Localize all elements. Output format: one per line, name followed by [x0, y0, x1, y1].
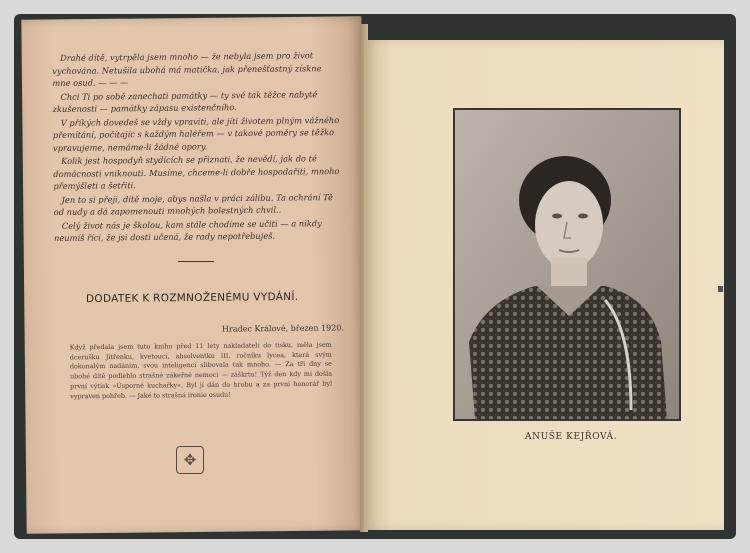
paragraph-4: Kolik jest hospodyň stydících se přiznati, že nevědí, jak do té domácnosti vniknouti. Musíme, chceme-li dobře hospodařiti, mnoho přemýšleti a šetřiti.	[53, 153, 340, 191]
page-tab	[718, 286, 723, 292]
paragraph-3: V příkých dovedeš se vždy vpraviti, ale jíti životem plným vážného přemítání, počítajíc s každým haléřem — v takové poměry se těžko vpravujeme, nemáme-li žádné opory.	[52, 114, 340, 153]
portrait-caption: ANUŠE KEJŘOVÁ.	[525, 432, 618, 442]
paragraph-2: Chci Ti po sobě zanechati památky — ty své tak těžce nabyté zkušenosti — památky zápasu existenčního.	[52, 88, 318, 114]
publisher-mark-icon: ✥	[176, 446, 204, 474]
addendum-heading: DODATEK K ROZMNOŽENÉMU VYDÁNÍ.	[85, 290, 299, 306]
portrait-image	[455, 110, 679, 419]
paragraph-5: Jen to si přeji, dítě moje, abys našla v práci zálibu. Ta ochrání Tě od nudy a dá zapomenouti mnohých bolestných chvil..	[53, 191, 333, 217]
place-date: Hradec Králové, březen 1920.	[221, 323, 345, 334]
paragraph-6: Celý život nás je školou, kam stále chodíme se učiti — a nikdy neumíš říci, že jsi dosti učená, že rady nepotřebuješ.	[53, 217, 322, 243]
left-page-text	[52, 49, 344, 246]
portrait-photo	[453, 108, 681, 421]
addendum-text: Když předala jsem tuto knihu před 11 lety nakladateli do tisku, měla jsem dcerušku Jitřenku, kvetoucí, absolventku III. ročníku lycea, která svým dokonalým nadáním, svou inteligencí slibovala tak mnoho. — Za tři dny se ubohé dítě podlehlo strašné zákeřné nemoci — záškrtu! Týž den kdy mi došla první výtisk »Úsporné kuchařky«. Byl jí dán do hrobu a za první honorář byl vypraven pohřeb. — Jaké to strašná ironie osudu!	[69, 340, 333, 400]
section-divider	[178, 261, 214, 262]
paragraph-1: Drahé dítě, vytrpěla jsem mnoho — že nebyla jsem pro život vychována. Netušila ubohá má matička, jak přenešťastný získne mne osud. — — —	[52, 50, 322, 88]
